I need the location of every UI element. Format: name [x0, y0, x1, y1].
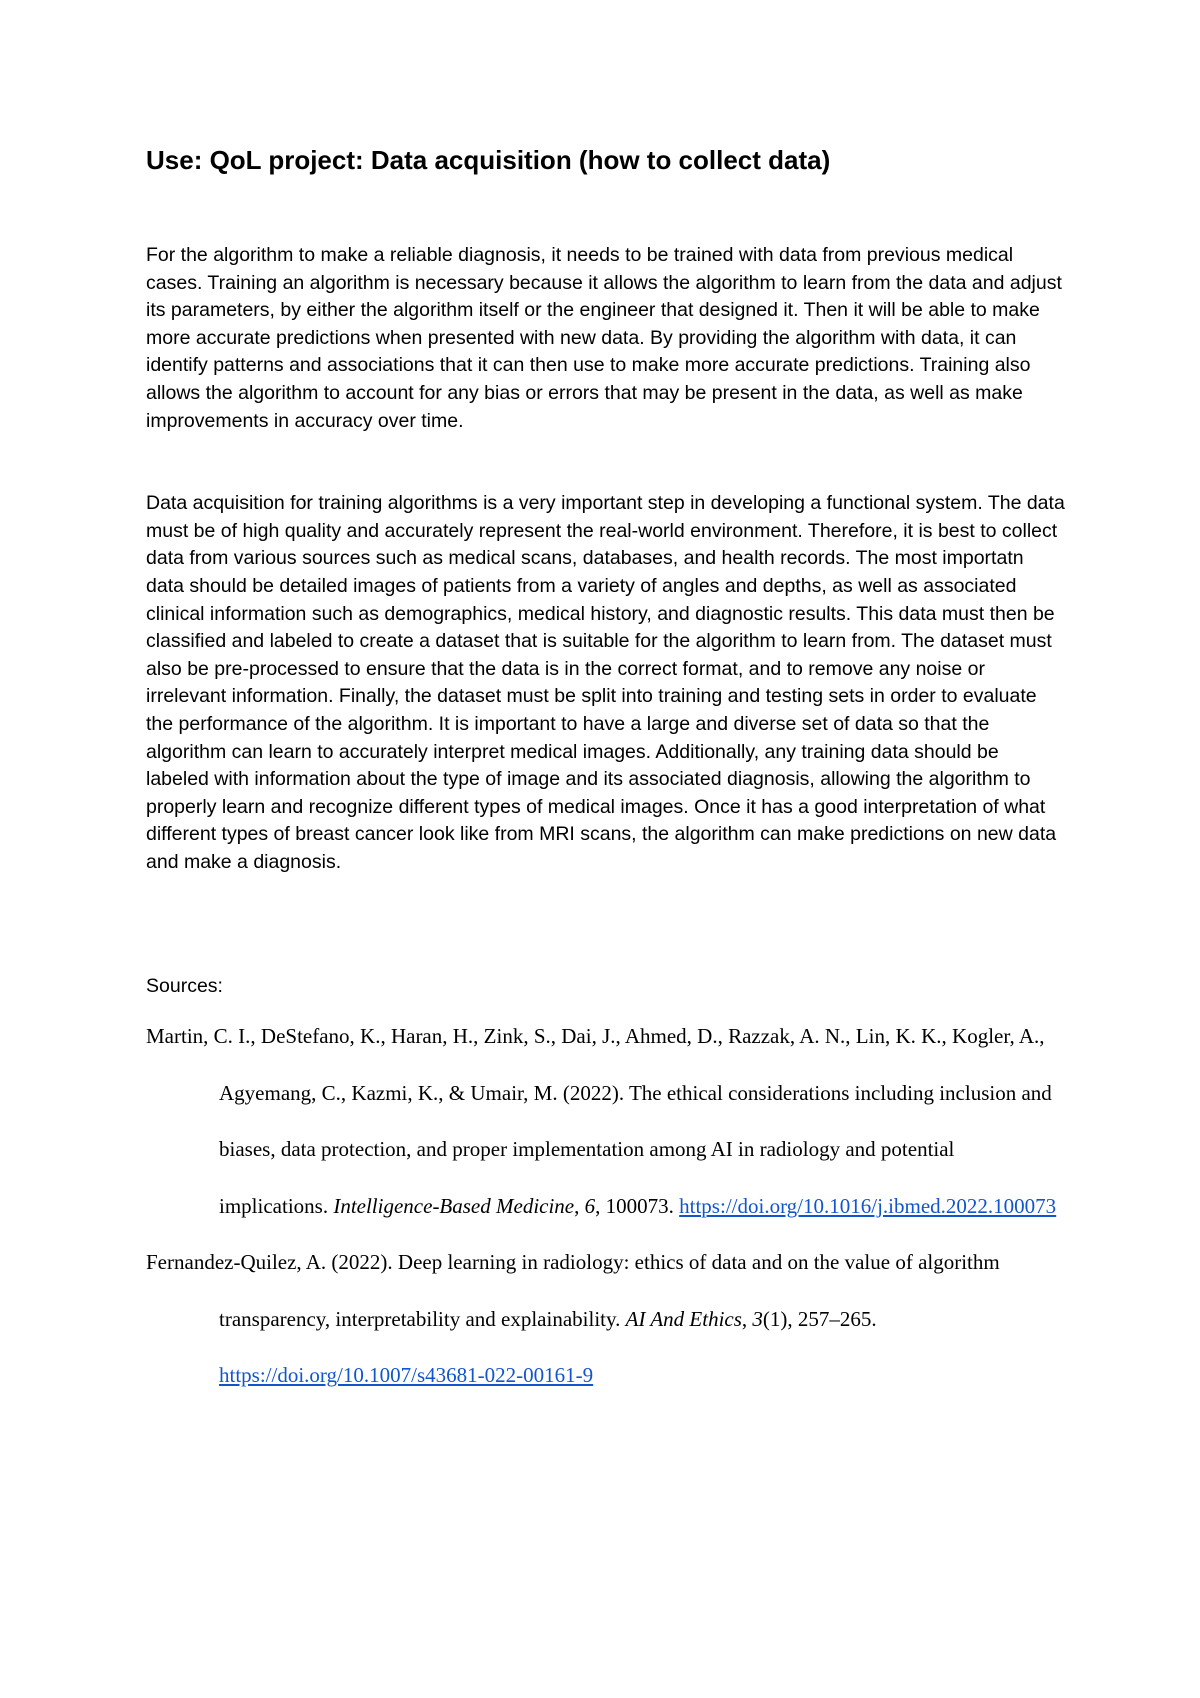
reference-list	[146, 1008, 1066, 1404]
reference-text: Fernandez-Quilez, A. (2022). Deep learning in radiology: ethics of data and on the value of algorithm transparency, interpretability and explainability.	[146, 1250, 1000, 1331]
reference-pages: , 100073.	[595, 1193, 680, 1218]
doi-link[interactable]: https://doi.org/10.1016/j.ibmed.2022.100073	[679, 1193, 1057, 1218]
reference-volume: 3	[752, 1306, 763, 1331]
reference-volume: 6	[584, 1193, 596, 1218]
paragraph-training: For the algorithm to make a reliable diagnosis, it needs to be trained with data from previous medical cases. Training an algorithm is necessary because it allows the algorithm to learn from the data and adjust its parameters, by either the algorithm itself or the engineer that designed it. Then it will be able to make more accurate predictions when presented with new data. By providing the algorithm with data, it can identify patterns and associations that it can then use to make more accurate predictions. Training also allows the algorithm to account for any bias or errors that may be present in the data, as well as make improvements in accuracy over time.	[146, 244, 1062, 432]
document-title: Use: QoL project: Data acquisition (how to collect data)	[146, 145, 831, 175]
doi-link[interactable]: https://doi.org/10.1007/s43681-022-00161-9	[219, 1363, 594, 1388]
document-body	[146, 143, 1066, 1404]
reference-separator: ,	[741, 1306, 753, 1331]
reference-journal: Intelligence-Based Medicine	[333, 1193, 575, 1218]
reference-text: Martin, C. I., DeStefano, K., Haran, H., Zink, S., Dai, J., Ahmed, D., Razzak, A. N., Lin, K. K., Kogler, A., Agyemang, C., Kazmi, K., & Umair, M. (2022). The ethical considerations including inclusion and biases, data protection, and proper implementation among AI in radiology and potential implications.	[146, 1024, 1052, 1218]
paragraph-data-acquisition: Data acquisition for training algorithms is a very important step in developing a functional system. The data must be of high quality and accurately represent the real-world environment. Therefore, it is best to collect data from various sources such as medical scans, databases, and health records. The most importatn data should be detailed images of patients from a variety of angles and depths, as well as associated clinical information such as demographics, medical history, and diagnostic results. This data must then be classified and labeled to create a dataset that is suitable for the algorithm to learn from. The dataset must also be pre-processed to ensure that the data is in the correct format, and to remove any noise or irrelevant information. Finally, the dataset must be split into training and testing sets in order to evaluate the performance of the algorithm. It is important to have a large and diverse set of data so that the algorithm can learn to accurately interpret medical images. Additionally, any training data should be labeled with information about the type of image and its associated diagnosis, allowing the algorithm to properly learn and recognize different types of medical images. Once it has a good interpretation of what different types of breast cancer look like from MRI scans, the algorithm can make predictions on new data and make a diagnosis.	[146, 492, 1065, 873]
sources-heading: Sources:	[146, 975, 223, 998]
reference-journal: AI And Ethics	[625, 1306, 742, 1331]
reference-item	[146, 1008, 1066, 1234]
reference-pages: (1), 257–265.	[762, 1306, 877, 1331]
reference-item	[146, 1234, 1066, 1404]
reference-separator: ,	[574, 1193, 585, 1218]
